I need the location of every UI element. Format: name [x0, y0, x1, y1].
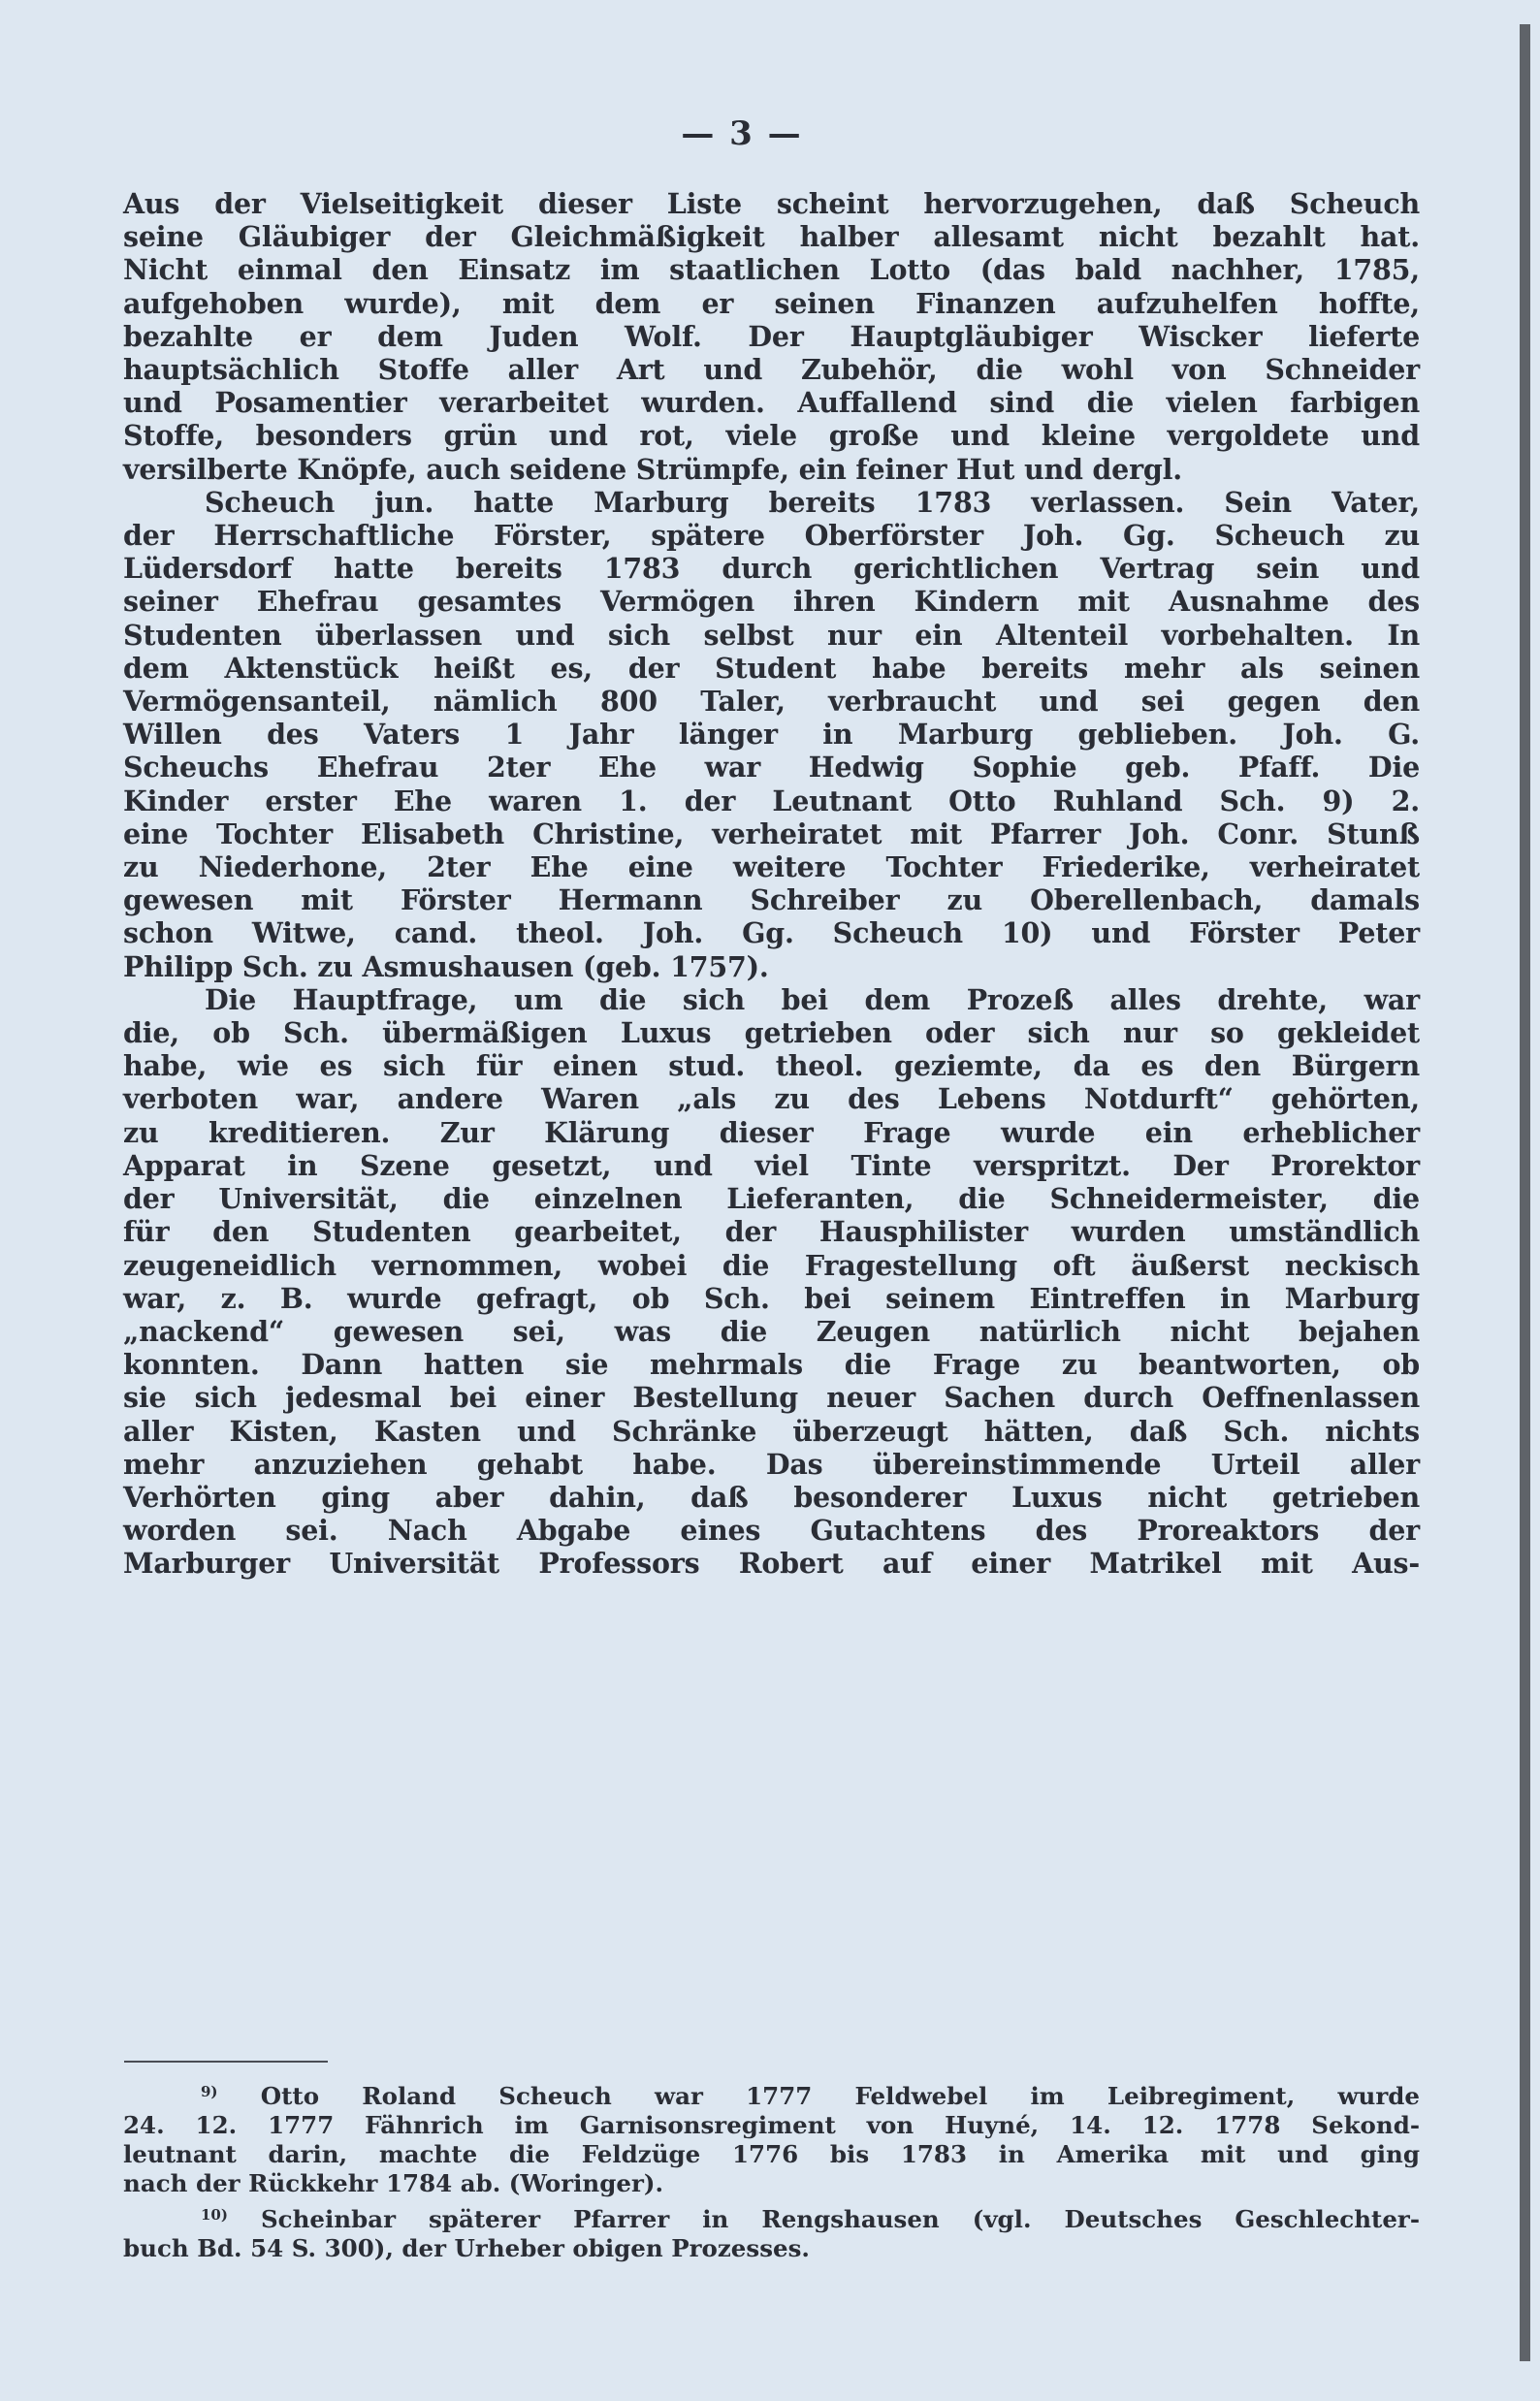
text-line: für den Studenten gearbeitet, der Hausphilister wurden umständlich [123, 1215, 1420, 1249]
paragraph-3 [123, 983, 1420, 1581]
text-line: aufgehoben wurde), mit dem er seinen Finanzen aufzuhelfen hoffte, [123, 286, 1420, 320]
footnote-line: nach der Rückkehr 1784 ab. (Woringer). [123, 2169, 663, 2197]
paragraph-2 [123, 486, 1420, 983]
footnote-marker: 9) [201, 2083, 218, 2100]
text-line: seiner Ehefrau gesamtes Vermögen ihren Kindern mit Ausnahme des [123, 585, 1420, 619]
footnote-text: Otto Roland Scheuch war 1777 Feldwebel im Leibregiment, wurde [260, 2082, 1420, 2110]
text-line: Kinder erster Ehe waren 1. der Leutnant Otto Ruhland Sch. 9) 2. [123, 784, 1420, 817]
text-line: Willen des Vaters 1 Jahr länger in Marburg geblieben. Joh. G. [123, 718, 1420, 752]
text-line: Aus der Vielseitigkeit dieser Liste scheint hervorzugehen, daß Scheuch [123, 187, 1420, 220]
text-line: der Universität, die einzelnen Lieferanten, die Schneidermeister, die [123, 1182, 1420, 1216]
text-line: Scheuchs Ehefrau 2ter Ehe war Hedwig Sophie geb. Pfaff. Die [123, 751, 1420, 784]
footnotes [123, 2077, 1420, 2265]
text-line: Vermögensanteil, nämlich 800 Taler, verbraucht und sei gegen den [123, 685, 1420, 719]
footnote-line [123, 2077, 1420, 2111]
text-line: Philipp Sch. zu Asmushausen (geb. 1757). [123, 949, 769, 983]
text-line: konnten. Dann hatten sie mehrmals die Frage zu beantworten, ob [123, 1348, 1420, 1382]
text-line: versilberte Knöpfe, auch seidene Strümpfe, ein feiner Hut und dergl. [123, 452, 1182, 486]
text-line: zu kreditieren. Zur Klärung dieser Frage wurde ein erheblicher [123, 1115, 1420, 1149]
page-number: — 3 — [681, 114, 803, 153]
text-line: gewesen mit Förster Hermann Schreiber zu Oberellenbach, damals [123, 883, 1420, 917]
text-line: Lüdersdorf hatte bereits 1783 durch gerichtlichen Vertrag sein und [123, 552, 1420, 586]
footnote-line: 24. 12. 1777 Fähnrich im Garnisonsregiment von Huyné, 14. 12. 1778 Sekond- [123, 2111, 1420, 2139]
footnote-line: buch Bd. 54 S. 300), der Urheber obigen Prozesses. [123, 2234, 810, 2262]
text-line: Studenten überlassen und sich selbst nur ein Altenteil vorbehalten. In [123, 618, 1420, 652]
text-line: aller Kisten, Kasten und Schränke überzeugt hätten, daß Sch. nichts [123, 1414, 1420, 1448]
text-line: Apparat in Szene gesetzt, und viel Tinte verspritzt. Der Prorektor [123, 1148, 1420, 1182]
text-line: Scheuch jun. hatte Marburg bereits 1783 verlassen. Sein Vater, [205, 485, 1420, 519]
footnote-10 [123, 2200, 1420, 2263]
text-line: und Posamentier verarbeitet wurden. Auffallend sind die vielen farbigen [123, 386, 1420, 420]
footnote-marker: 10) [201, 2206, 228, 2224]
paragraph-1 [123, 187, 1420, 486]
footnote-9 [123, 2077, 1420, 2198]
text-line: worden sei. Nach Abgabe eines Gutachtens des Proreaktors der [123, 1514, 1420, 1548]
text-line: bezahlte er dem Juden Wolf. Der Hauptgläubiger Wiscker lieferte [123, 319, 1420, 353]
text-line: mehr anzuziehen gehabt habe. Das übereinstimmende Urteil aller [123, 1447, 1420, 1481]
text-line: Verhörten ging aber dahin, daß besonderer Luxus nicht getrieben [123, 1480, 1420, 1514]
text-line: Nicht einmal den Einsatz im staatlichen Lotto (das bald nachher, 1785, [123, 253, 1420, 287]
footnote-text: Scheinbar späterer Pfarrer in Rengshausen (vgl. Deutsches Geschlechter- [260, 2205, 1421, 2233]
text-line: der Herrschaftliche Förster, spätere Oberförster Joh. Gg. Scheuch zu [123, 519, 1420, 553]
text-line: dem Aktenstück heißt es, der Student habe bereits mehr als seinen [123, 651, 1420, 685]
body-text [123, 187, 1420, 1581]
text-line: die, ob Sch. übermäßigen Luxus getrieben oder sich nur so gekleidet [123, 1016, 1420, 1050]
footnote-line [123, 2200, 1420, 2234]
text-line: Marburger Universität Professors Robert auf einer Matrikel mit Aus- [123, 1547, 1420, 1581]
text-line: habe, wie es sich für einen stud. theol. geziemte, da es den Bürgern [123, 1049, 1420, 1083]
text-line: war, z. B. wurde gefragt, ob Sch. bei seinem Eintreffen in Marburg [123, 1281, 1420, 1315]
text-line: verboten war, andere Waren „als zu des Lebens Notdurft“ gehörten, [123, 1082, 1420, 1116]
text-line: Stoffe, besonders grün und rot, viele große und kleine vergoldete und [123, 419, 1420, 453]
text-line: zu Niederhone, 2ter Ehe eine weitere Tochter Friederike, verheiratet [123, 850, 1420, 884]
text-line: schon Witwe, cand. theol. Joh. Gg. Scheuch 10) und Förster Peter [123, 916, 1420, 950]
scan-edge-bar [1520, 24, 1530, 2361]
text-line: seine Gläubiger der Gleichmäßigkeit halber allesamt nicht bezahlt hat. [123, 220, 1420, 254]
footnote-divider [124, 2061, 328, 2063]
text-line: sie sich jedesmal bei einer Bestellung neuer Sachen durch Oeffnenlassen [123, 1381, 1420, 1415]
text-line: hauptsächlich Stoffe aller Art und Zubehör, die wohl von Schneider [123, 353, 1420, 387]
text-line: Die Hauptfrage, um die sich bei dem Prozeß alles drehte, war [205, 982, 1420, 1016]
text-line: „nackend“ gewesen sei, was die Zeugen natürlich nicht bejahen [123, 1314, 1420, 1348]
text-line: zeugeneidlich vernommen, wobei die Fragestellung oft äußerst neckisch [123, 1248, 1420, 1282]
footnote-line: leutnant darin, machte die Feldzüge 1776 bis 1783 in Amerika mit und ging [123, 2140, 1420, 2168]
text-line: eine Tochter Elisabeth Christine, verheiratet mit Pfarrer Joh. Conr. Stunß [123, 816, 1420, 850]
